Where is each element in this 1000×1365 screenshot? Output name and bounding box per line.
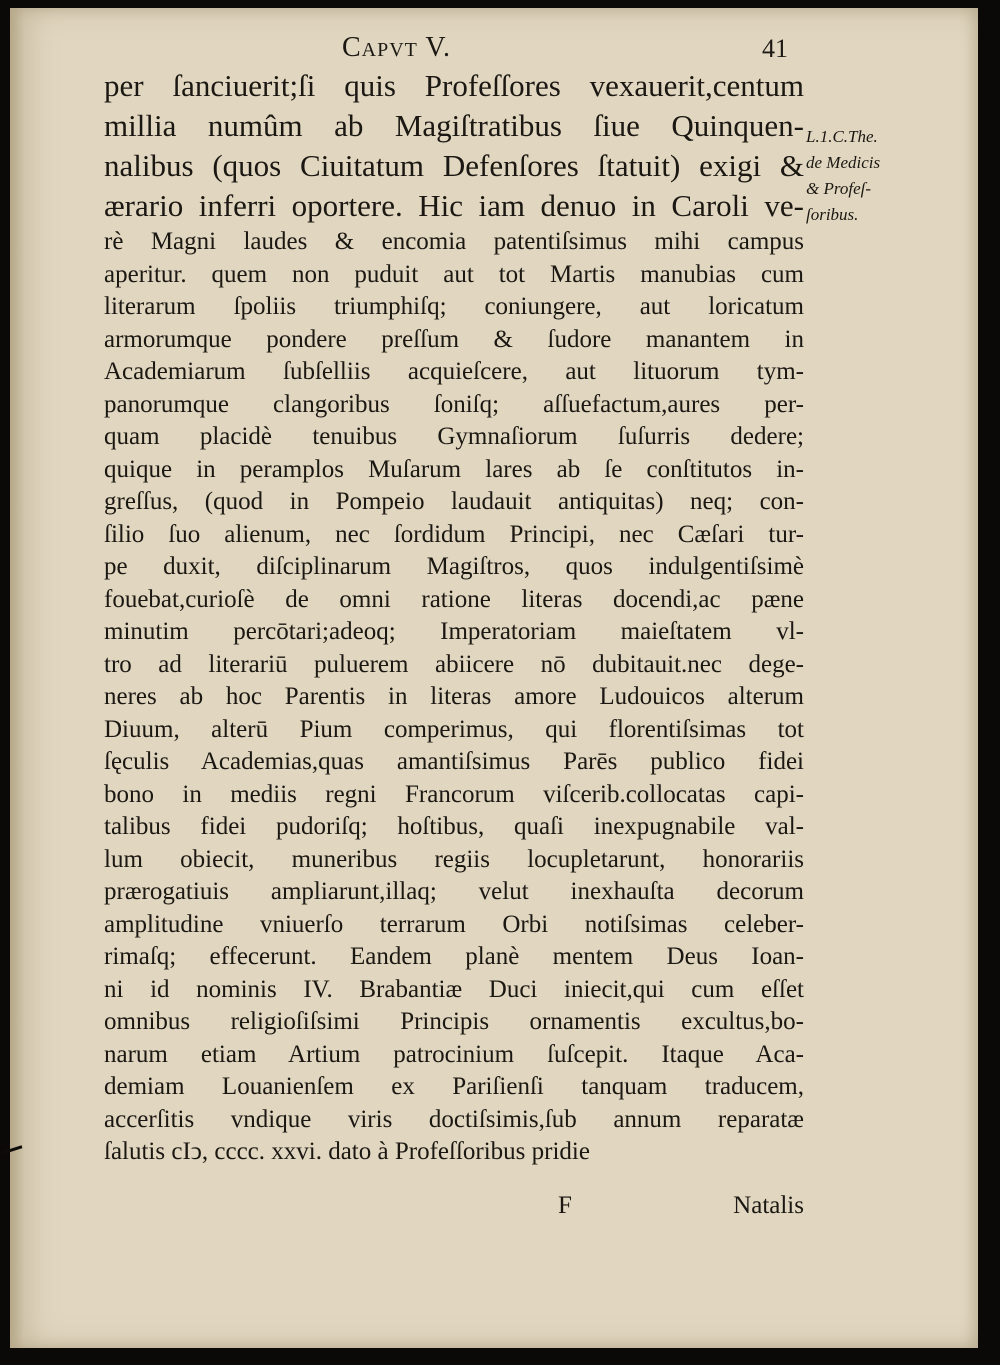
marginal-note-line: ſoribus.: [806, 205, 859, 224]
text-line: amplitudine vniuerſo terrarum Orbi notiſsimas celeber-: [104, 910, 804, 938]
text-line: panorumque clangoribus ſoniſq; aſſuefactum,aures per-: [104, 390, 804, 418]
text-line: neres ab hoc Parentis in literas amore Ludouicos alterum: [104, 683, 804, 710]
text-line: fouebat,curioſè de omni ratione literas docendi,ac pæne: [104, 585, 804, 613]
text-line: ſilio ſuo alienum, nec ſordidum Principi, nec Cæſari tur-: [104, 520, 804, 548]
catchword: Natalis: [733, 1192, 804, 1219]
marginal-note-line: & Profeſ-: [806, 179, 871, 198]
signature-mark: F: [558, 1192, 572, 1219]
text-line: omnibus religioſiſsimi Principis ornamentis excultus,bo-: [104, 1008, 804, 1035]
text-line: per ſanciuerit;ſi quis Profeſſores vexauerit,centum: [104, 68, 804, 103]
body-text: [104, 66, 804, 1169]
text-line: rè Magni laudes & encomia patentiſsimus mihi campus: [104, 228, 804, 255]
text-line: Diuum, alterū Pium comperimus, qui florentiſsimas tot: [104, 715, 804, 743]
marginal-note-line: de Medicis: [806, 153, 881, 172]
text-line: ni id nominis IV. Brabantiæ Duci iniecit,qui cum eſſet: [104, 975, 804, 1003]
text-line: millia numûm ab Magiſtratibus ſiue Quinquen-: [104, 108, 804, 143]
running-title: Capvt V.: [342, 32, 452, 63]
text-line: quam placidè tenuibus Gymnaſiorum ſuſurris dedere;: [104, 423, 804, 450]
page-footer: [104, 1192, 804, 1224]
text-line: greſſus, (quod in Pompeio laudauit antiquitas) neq; con-: [104, 488, 804, 515]
text-line: ſęculis Academias,quas amantiſsimus Parēs publico fidei: [104, 748, 804, 775]
text-line: tro ad literariū puluerem abiicere nō dubitauit.nec dege-: [104, 650, 804, 678]
text-line: ſalutis cIↄ, cccc. xxvi. dato à Profeſſoribus pridie: [104, 1138, 590, 1165]
marginal-note-line: L.1.C.The.: [806, 127, 878, 146]
text-line: nalibus (quos Ciuitatum Defenſores ſtatuit) exigi &: [104, 148, 804, 183]
text-line: lum obiecit, muneribus regiis locupletarunt, honorariis: [104, 845, 804, 873]
text-line: armorumque pondere preſſum & ſudore manantem in: [104, 325, 804, 353]
text-line: Academiarum ſubſelliis acquieſcere, aut lituorum tym-: [104, 358, 804, 385]
text-line: quique in peramplos Muſarum lares ab ſe conſtitutos in-: [104, 455, 804, 483]
text-line: minutim percōtari;adeoq; Imperatoriam maieſtatem vl-: [104, 618, 804, 645]
text-line: accerſitis vndique viris doctiſsimis,ſub annum reparatæ: [104, 1105, 804, 1133]
text-line: bono in mediis regni Francorum viſcerib.collocatas capi-: [104, 780, 804, 808]
text-line: talibus fidei pudoriſq; hoſtibus, quaſi inexpugnabile val-: [104, 813, 804, 840]
text-line: narum etiam Artium patrocinium ſuſcepit. Itaque Aca-: [104, 1040, 804, 1068]
text-line: prærogatiuis ampliarunt,illaq; velut inexhauſta decorum: [104, 878, 804, 905]
page-number: 41: [762, 34, 788, 63]
text-line: literarum ſpoliis triumphiſq; coniungere, aut loricatum: [104, 293, 804, 320]
text-line: pe duxit, diſciplinarum Magiſtros, quos indulgentiſsimè: [104, 553, 804, 580]
text-line: aperitur. quem non puduit aut tot Martis manubias cum: [104, 260, 804, 288]
text-line: ærario inferri oportere. Hic iam denuo in Caroli ve-: [104, 188, 804, 223]
text-line: demiam Louanienſem ex Pariſienſi tanquam traducem,: [104, 1073, 804, 1100]
marginal-note: [806, 124, 916, 228]
book-page: [10, 8, 978, 1348]
text-line: rimaſq; effecerunt. Eandem planè mentem Deus Ioan-: [104, 943, 804, 970]
